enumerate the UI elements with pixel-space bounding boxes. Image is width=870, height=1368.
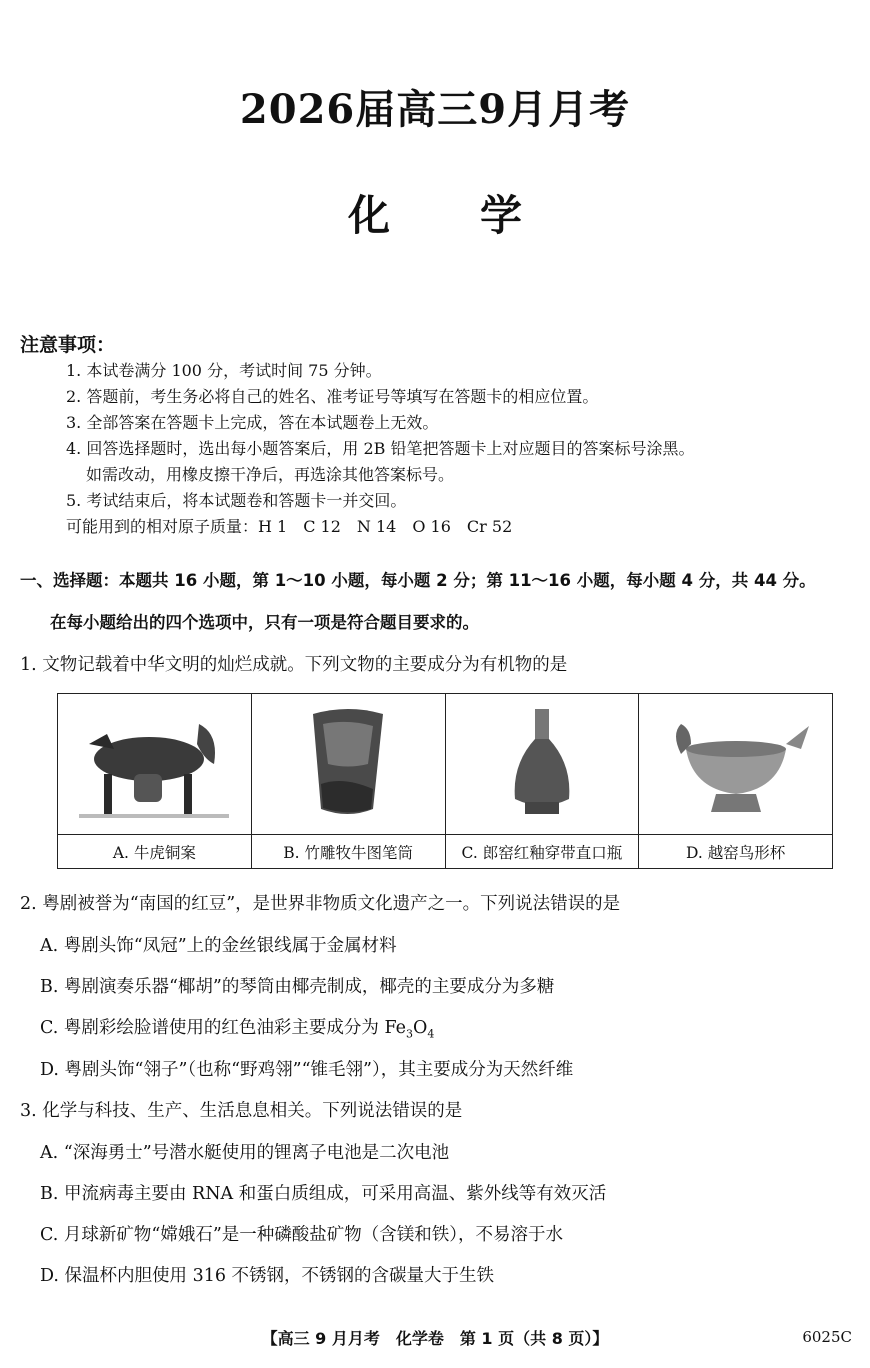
section-instruction: 在每小题给出的四个选项中，只有一项是符合题目要求的。: [50, 613, 479, 632]
artifact-image-b: [252, 694, 445, 835]
artifact-cell-b: [252, 694, 446, 868]
artifact-table: [57, 693, 833, 869]
question-3-stem: 3. 化学与科技、生产、生活息息相关。下列说法错误的是: [20, 1101, 463, 1121]
subscript: 3: [406, 1027, 413, 1041]
subscript: 4: [427, 1027, 435, 1041]
paper-code: 6025C: [802, 1328, 852, 1346]
question-3-option-b: B. 甲流病毒主要由 RNA 和蛋白质组成，可采用高温、紫外线等有效灭活: [40, 1184, 607, 1204]
notice-item: 2. 答题前，考生务必将自己的姓名、准考证号等填写在答题卡的相应位置。: [66, 387, 599, 406]
artifact-image-a: [58, 694, 251, 835]
artifact-cell-d: [639, 694, 832, 868]
artifact-cell-a: [58, 694, 252, 868]
question-2-option-c: [40, 1014, 434, 1041]
notice-heading: 注意事项：: [20, 334, 116, 356]
artifact-label-a: A. 牛虎铜案: [112, 843, 196, 862]
question-2-option-a: A. 粤剧头饰“凤冠”上的金丝银线属于金属材料: [40, 936, 397, 956]
exam-title: 2026届高三9月月考: [239, 86, 631, 133]
option-c-text: C. 粤剧彩绘脸谱使用的红色油彩主要成分为 Fe: [40, 1018, 406, 1038]
subject-title: 化学: [347, 191, 612, 240]
bronze-ox-tiger-icon: [79, 704, 229, 824]
question-3-option-c: C. 月球新矿物“嫦娥石”是一种磷酸盐矿物（含镁和铁），不易溶于水: [40, 1225, 564, 1245]
bird-shaped-cup-icon: [661, 704, 811, 824]
notice-item: 如需改动，用橡皮擦干净后，再选涂其他答案标号。: [86, 465, 455, 484]
bamboo-brush-pot-icon: [273, 704, 423, 824]
artifact-image-d: [639, 694, 832, 835]
section-title: 一、选择题：本题共 16 小题，第 1～10 小题，每小题 2 分；第 11～16 小题，每小题 4 分，共 44 分。: [20, 571, 816, 590]
atomic-mass-line: 可能用到的相对原子质量：H 1 C 12 N 14 O 16 Cr 52: [66, 517, 513, 536]
oxygen-symbol: O: [413, 1018, 428, 1038]
artifact-cell-c: [446, 694, 640, 868]
red-glaze-vase-icon: [467, 704, 617, 824]
notice-item: 5. 考试结束后，将本试题卷和答题卡一并交回。: [66, 491, 407, 510]
artifact-label-d: D. 越窑鸟形杯: [686, 843, 786, 862]
question-2-option-b: B. 粤剧演奏乐器“椰胡”的琴筒由椰壳制成，椰壳的主要成分为多糖: [40, 977, 555, 997]
question-3-option-d: D. 保温杯内胆使用 316 不锈钢，不锈钢的含碳量大于生铁: [40, 1266, 495, 1286]
notice-item: 3. 全部答案在答题卡上完成，答在本试题卷上无效。: [66, 413, 439, 432]
artifact-image-c: [446, 694, 639, 835]
question-3-option-a: A. “深海勇士”号潜水艇使用的锂离子电池是二次电池: [40, 1143, 450, 1163]
question-2-stem: 2. 粤剧被誉为“南国的红豆”，是世界非物质文化遗产之一。下列说法错误的是: [20, 894, 621, 914]
question-1-stem: 1. 文物记载着中华文明的灿烂成就。下列文物的主要成分为有机物的是: [20, 655, 568, 675]
artifact-label-c: C. 郎窑红釉穿带直口瓶: [461, 843, 623, 862]
notice-list: [66, 358, 866, 540]
artifact-label-b: B. 竹雕牧牛图笔筒: [283, 843, 413, 862]
notice-item: 4. 回答选择题时，选出每小题答案后，用 2B 铅笔把答题卡上对应题目的答案标号涂黑。: [66, 439, 695, 458]
question-2-option-d: D. 粤剧头饰“翎子”（也称“野鸡翎”“锥毛翎”），其主要成分为天然纤维: [40, 1060, 574, 1080]
page-footer: 【高三 9 月月考 化学卷 第 1 页（共 8 页）】: [261, 1329, 609, 1348]
notice-item: 1. 本试卷满分 100 分，考试时间 75 分钟。: [66, 361, 382, 380]
